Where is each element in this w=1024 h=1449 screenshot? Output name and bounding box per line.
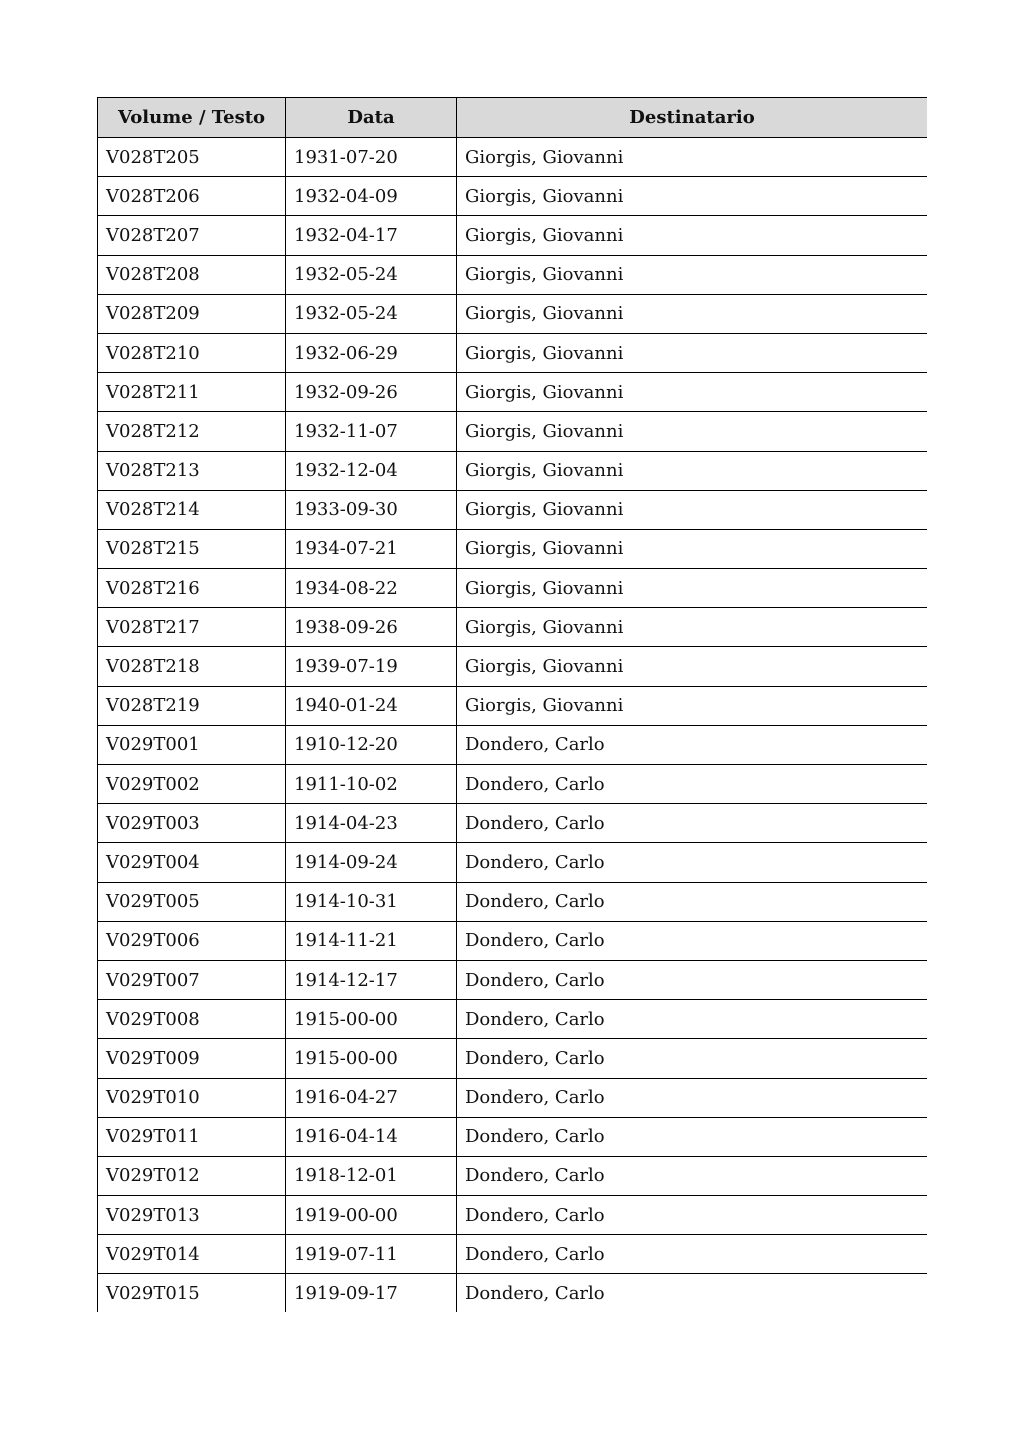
table-row [98,921,928,960]
cell-volume-testo: V028T219 [98,686,286,725]
cell-destinatario: Giorgis, Giovanni [457,647,928,686]
cell-data: 1938-09-26 [286,608,457,647]
cell-data: 1934-07-21 [286,529,457,568]
cell-destinatario: Dondero, Carlo [457,960,928,999]
cell-destinatario: Giorgis, Giovanni [457,216,928,255]
cell-data: 1940-01-24 [286,686,457,725]
cell-data: 1919-00-00 [286,1196,457,1235]
table-header-row [98,98,928,138]
cell-data: 1932-12-04 [286,451,457,490]
table-row [98,608,928,647]
cell-destinatario: Dondero, Carlo [457,1039,928,1078]
cell-data: 1932-06-29 [286,333,457,372]
table-row [98,1235,928,1274]
cell-destinatario: Dondero, Carlo [457,1235,928,1274]
cell-volume-testo: V028T205 [98,138,286,177]
table-row [98,490,928,529]
header-volume-testo: Volume / Testo [98,98,286,138]
letters-table [97,97,927,1312]
cell-destinatario: Dondero, Carlo [457,843,928,882]
cell-destinatario: Dondero, Carlo [457,1274,928,1312]
cell-volume-testo: V028T211 [98,373,286,412]
cell-destinatario: Giorgis, Giovanni [457,569,928,608]
cell-volume-testo: V029T008 [98,1000,286,1039]
cell-data: 1931-07-20 [286,138,457,177]
table-row [98,216,928,255]
table-row [98,804,928,843]
cell-volume-testo: V028T212 [98,412,286,451]
cell-destinatario: Giorgis, Giovanni [457,255,928,294]
table-row [98,569,928,608]
table-row [98,1039,928,1078]
cell-data: 1915-00-00 [286,1039,457,1078]
cell-data: 1932-11-07 [286,412,457,451]
cell-volume-testo: V028T213 [98,451,286,490]
cell-data: 1932-04-17 [286,216,457,255]
table-row [98,1274,928,1312]
table-row [98,1000,928,1039]
table-row [98,1117,928,1156]
cell-data: 1933-09-30 [286,490,457,529]
table-row [98,725,928,764]
cell-destinatario: Giorgis, Giovanni [457,177,928,216]
cell-destinatario: Dondero, Carlo [457,804,928,843]
table-row [98,255,928,294]
cell-volume-testo: V029T001 [98,725,286,764]
cell-destinatario: Giorgis, Giovanni [457,373,928,412]
table-row [98,960,928,999]
cell-destinatario: Giorgis, Giovanni [457,686,928,725]
cell-volume-testo: V029T015 [98,1274,286,1312]
cell-data: 1934-08-22 [286,569,457,608]
cell-volume-testo: V029T007 [98,960,286,999]
letters-table-container [97,97,927,1312]
cell-data: 1918-12-01 [286,1156,457,1195]
cell-volume-testo: V029T010 [98,1078,286,1117]
cell-data: 1919-07-11 [286,1235,457,1274]
table-row [98,177,928,216]
cell-destinatario: Giorgis, Giovanni [457,608,928,647]
table-row [98,333,928,372]
cell-destinatario: Giorgis, Giovanni [457,294,928,333]
table-body [98,138,928,1313]
cell-volume-testo: V029T014 [98,1235,286,1274]
cell-destinatario: Dondero, Carlo [457,882,928,921]
header-data: Data [286,98,457,138]
table-row [98,882,928,921]
cell-destinatario: Giorgis, Giovanni [457,333,928,372]
table-row [98,529,928,568]
cell-volume-testo: V028T214 [98,490,286,529]
cell-data: 1932-04-09 [286,177,457,216]
cell-data: 1914-10-31 [286,882,457,921]
cell-destinatario: Giorgis, Giovanni [457,412,928,451]
cell-destinatario: Giorgis, Giovanni [457,529,928,568]
table-row [98,294,928,333]
cell-destinatario: Giorgis, Giovanni [457,451,928,490]
header-destinatario: Destinatario [457,98,928,138]
cell-volume-testo: V029T002 [98,765,286,804]
table-row [98,412,928,451]
cell-data: 1914-04-23 [286,804,457,843]
cell-data: 1916-04-27 [286,1078,457,1117]
cell-destinatario: Dondero, Carlo [457,1156,928,1195]
cell-volume-testo: V029T013 [98,1196,286,1235]
cell-data: 1919-09-17 [286,1274,457,1312]
table-row [98,1078,928,1117]
cell-data: 1932-05-24 [286,294,457,333]
cell-data: 1914-11-21 [286,921,457,960]
cell-volume-testo: V029T004 [98,843,286,882]
cell-data: 1911-10-02 [286,765,457,804]
table-row [98,138,928,177]
table-row [98,686,928,725]
cell-volume-testo: V028T210 [98,333,286,372]
cell-destinatario: Dondero, Carlo [457,765,928,804]
cell-volume-testo: V029T009 [98,1039,286,1078]
cell-volume-testo: V028T206 [98,177,286,216]
table-row [98,647,928,686]
cell-destinatario: Giorgis, Giovanni [457,138,928,177]
cell-data: 1910-12-20 [286,725,457,764]
cell-data: 1914-09-24 [286,843,457,882]
cell-volume-testo: V029T012 [98,1156,286,1195]
cell-data: 1932-05-24 [286,255,457,294]
cell-volume-testo: V028T216 [98,569,286,608]
table-row [98,843,928,882]
cell-volume-testo: V028T218 [98,647,286,686]
cell-volume-testo: V029T005 [98,882,286,921]
table-row [98,451,928,490]
cell-volume-testo: V029T011 [98,1117,286,1156]
cell-destinatario: Dondero, Carlo [457,1078,928,1117]
cell-volume-testo: V028T209 [98,294,286,333]
cell-destinatario: Dondero, Carlo [457,921,928,960]
cell-volume-testo: V028T208 [98,255,286,294]
table-row [98,373,928,412]
table-row [98,765,928,804]
cell-data: 1932-09-26 [286,373,457,412]
cell-volume-testo: V029T003 [98,804,286,843]
cell-data: 1939-07-19 [286,647,457,686]
cell-data: 1914-12-17 [286,960,457,999]
cell-destinatario: Giorgis, Giovanni [457,490,928,529]
table-row [98,1156,928,1195]
table-row [98,1196,928,1235]
cell-destinatario: Dondero, Carlo [457,725,928,764]
cell-volume-testo: V028T215 [98,529,286,568]
cell-destinatario: Dondero, Carlo [457,1117,928,1156]
cell-volume-testo: V028T217 [98,608,286,647]
cell-destinatario: Dondero, Carlo [457,1196,928,1235]
cell-data: 1915-00-00 [286,1000,457,1039]
cell-volume-testo: V029T006 [98,921,286,960]
cell-destinatario: Dondero, Carlo [457,1000,928,1039]
cell-volume-testo: V028T207 [98,216,286,255]
cell-data: 1916-04-14 [286,1117,457,1156]
